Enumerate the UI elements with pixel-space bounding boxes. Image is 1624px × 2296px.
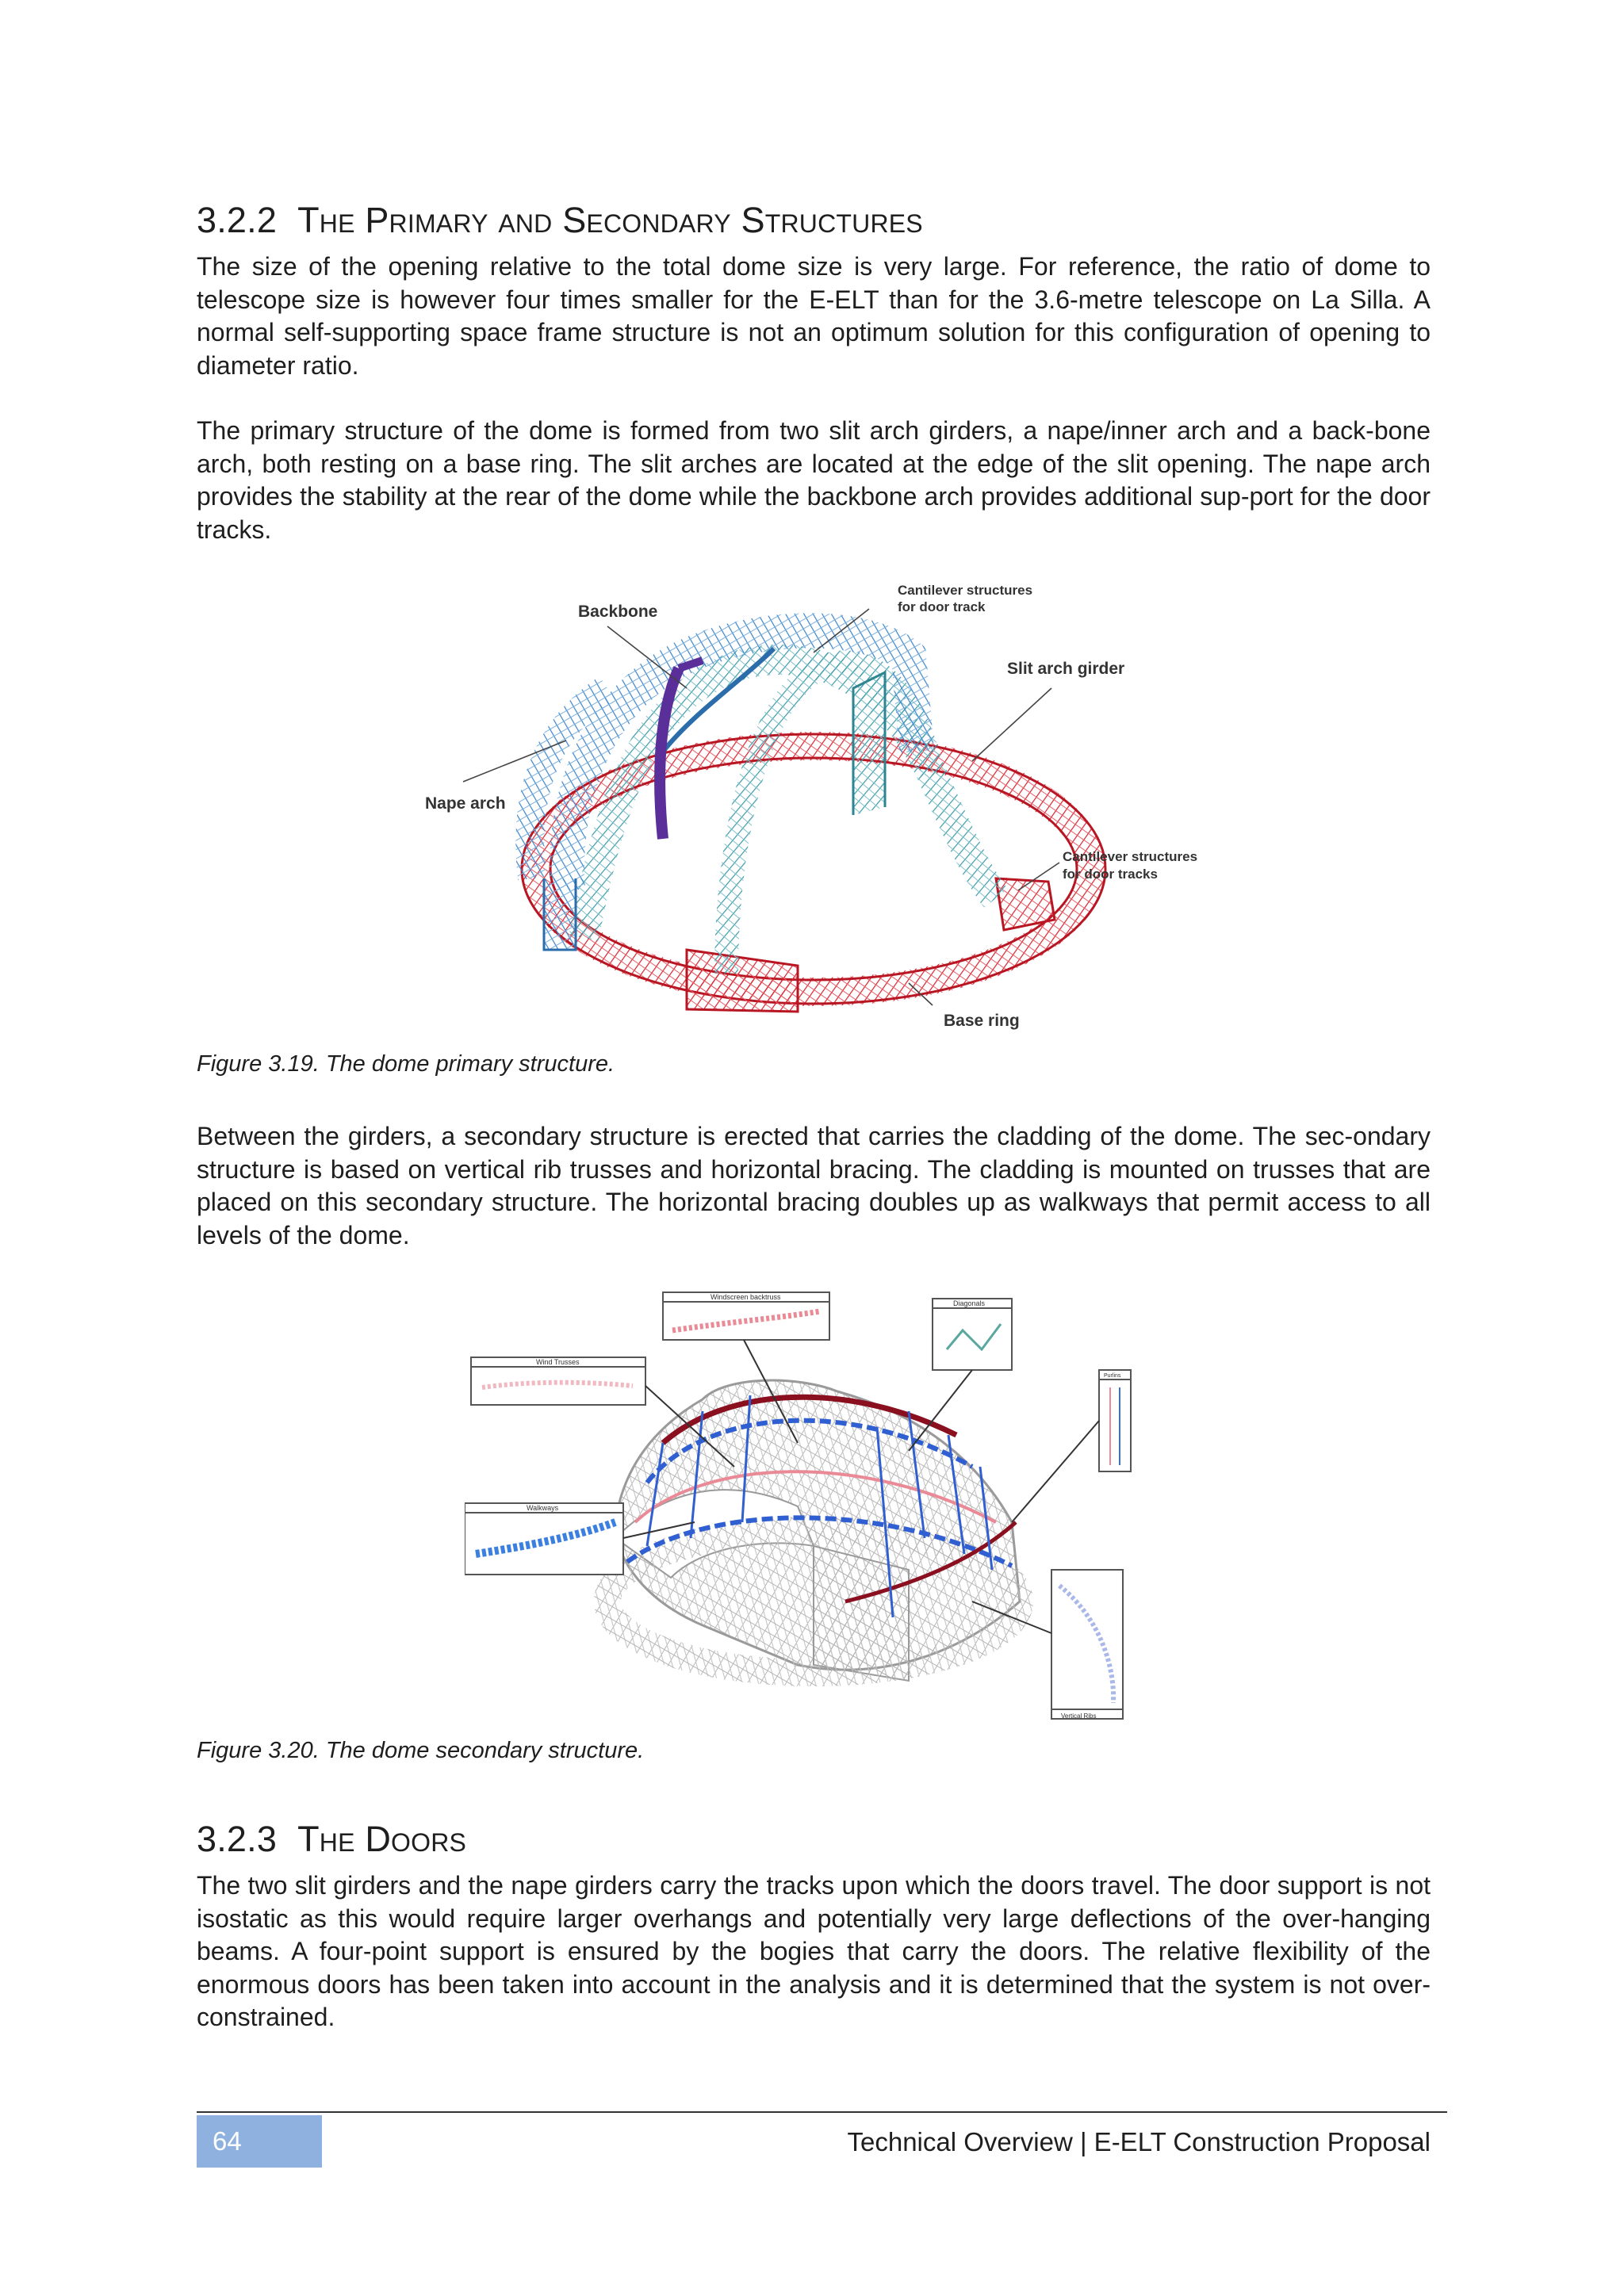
section-number: 3.2.3 [197, 1819, 278, 1859]
page-number [197, 2115, 322, 2168]
section-title: The Doors [297, 1819, 467, 1859]
running-title: Technical Overview | E-ELT Construction Proposal [847, 2127, 1431, 2156]
footer-rule [197, 2111, 1447, 2113]
inset-label-diagonals: Diagonals [953, 1299, 986, 1307]
paragraph-opening-ratio: The size of the opening relative to the total dome size is very large. For reference, the ratio of dome to telescope size is however four times smaller for the E-ELT than for the 3.6-metre telescope on La Silla. A normal self-supporting space frame structure is not an optimum solution for this configuration of opening to diameter ratio. [197, 252, 1431, 380]
label-cantilever-door-track-2: for door track [898, 599, 986, 614]
figure-secondary-structure [465, 1284, 1159, 1725]
primary-structure-diagram [425, 577, 1199, 1037]
section-heading-3-2-3 [197, 1819, 466, 1860]
label-base-ring: Base ring [944, 1012, 1020, 1030]
label-cantilever-door-track-1: Cantilever structures [898, 583, 1033, 598]
section-number: 3.2.2 [197, 200, 278, 240]
paragraph-primary-structure: The primary structure of the dome is formed from two slit arch girders, a nape/inner arch and a back-bone arch, both resting on a base ring. The slit arches are located at the edge of the slit opening. The nape arch provides the stability at the rear of the dome while the backbone arch provides additional sup-port for the door tracks. [197, 416, 1431, 544]
label-nape-arch: Nape arch [425, 794, 506, 813]
label-slit-arch-girder: Slit arch girder [1007, 660, 1125, 678]
page-number-text: 64 [213, 2126, 242, 2156]
section-heading-3-2-2 [197, 200, 923, 241]
inset-label-vertical-ribs: Vertical Ribs [1061, 1712, 1097, 1720]
label-cantilever-door-tracks-1: Cantilever structures [1063, 849, 1198, 864]
label-backbone: Backbone [578, 603, 658, 621]
paragraph-doors: The two slit girders and the nape girders carry the tracks upon which the doors travel. The door support is not isostatic as this would require larger overhangs and potentially very large deflections of the over-hanging beams. A four-point support is ensured by the bogies that carry the doors. The relative flexibility of the enormous doors has been taken into account in the analysis and it is determined that the system is not over-constrained. [197, 1871, 1431, 2031]
paragraph-secondary-structure: Between the girders, a secondary structure is erected that carries the cladding of the dome. The sec-ondary structure is based on vertical rib trusses and horizontal bracing. The cladding is mounted on trusses that are placed on this secondary structure. The horizontal bracing doubles up as walkways that permit access to all levels of the dome. [197, 1122, 1431, 1249]
label-cantilever-door-tracks-2: for door tracks [1063, 867, 1158, 882]
figure-3-20-caption: Figure 3.20. The dome secondary structure. [197, 1738, 645, 1763]
figure-3-19-caption: Figure 3.19. The dome primary structure. [197, 1051, 615, 1077]
inset-label-purlins: Purlins [1104, 1373, 1121, 1379]
inset-label-wind-trusses: Wind Trusses [536, 1358, 580, 1366]
section-title: The Primary and Secondary Structures [297, 200, 923, 240]
inset-label-windscreen: Windscreen backtruss [710, 1293, 781, 1301]
figure-primary-structure [425, 577, 1199, 1037]
secondary-structure-diagram [465, 1284, 1159, 1725]
inset-label-walkways: Walkways [527, 1504, 559, 1512]
